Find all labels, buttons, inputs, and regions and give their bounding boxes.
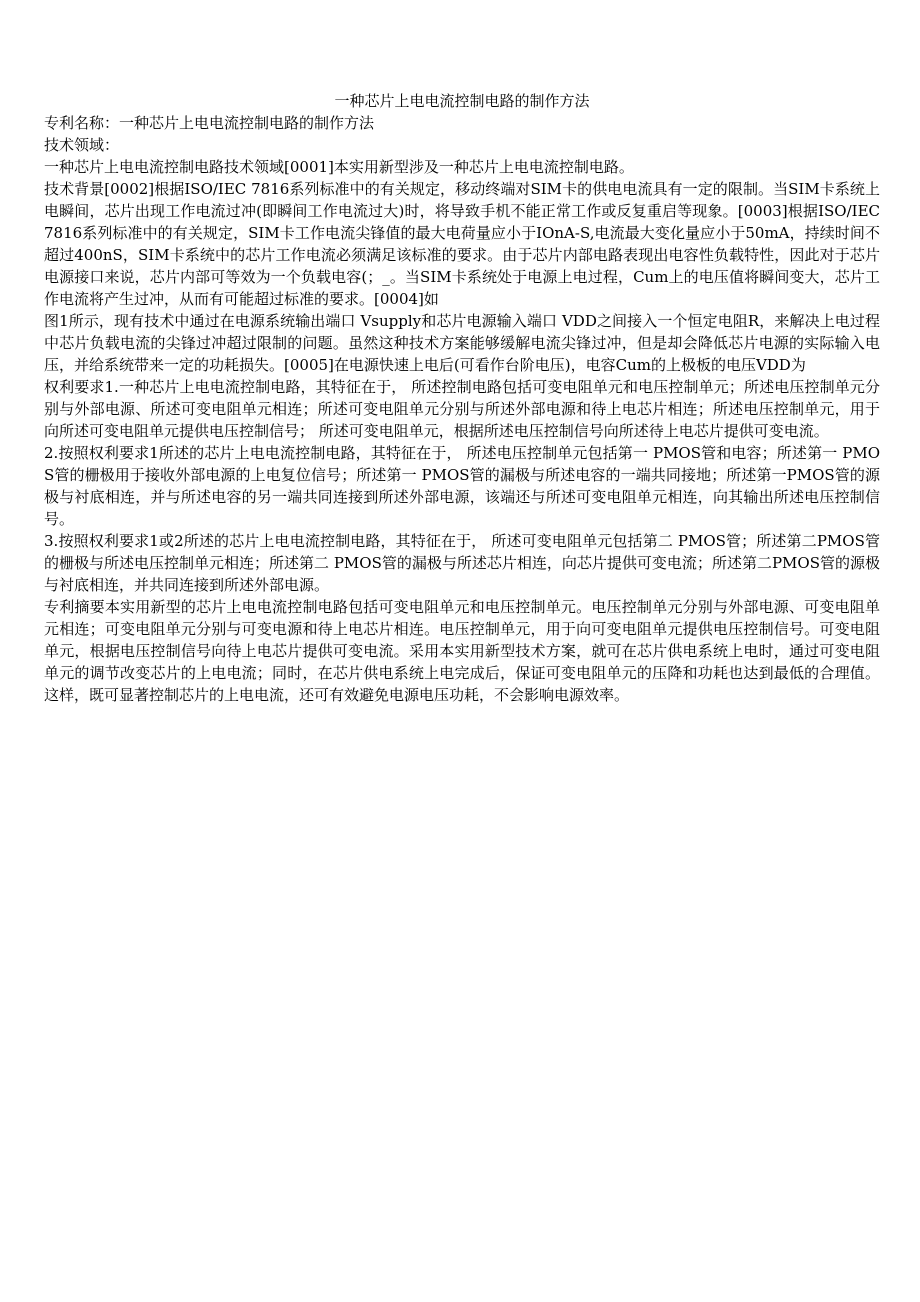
tech-field-label: 技术领域： — [44, 136, 120, 154]
document-page — [44, 90, 880, 706]
claim-3-paragraph: 3.按照权利要求1或2所述的芯片上电电流控制电路，其特征在于， 所述可变电阻单元包括第二 PMOS管；所述第二PMOS管的栅极与所述电压控制单元相连；所述第二 PMOS管的漏极与所述芯片相连，向芯片提供可变电流；所述第二PMOS管的源极与衬底相连，并共同连接到所述外部电源。 — [44, 532, 880, 594]
claim-2-paragraph: 2.按照权利要求1所述的芯片上电电流控制电路，其特征在于， 所述电压控制单元包括第一 PMOS管和电容；所述第一 PMOS管的栅极用于接收外部电源的上电复位信号；所述第一 PMOS管的漏极与所述电容的一端共同接地；所述第一PMOS管的源极与衬底相连，并与所述电容的另一端共同连接到所述外部电源，该端还与所述可变电阻单元相连，向其输出所述电压控制信号。 — [44, 444, 880, 528]
figure-paragraph: 图1所示，现有技术中通过在电源系统输出端口 Vsupply和芯片电源输入端口 VDD之间接入一个恒定电阻R，来解决上电过程中芯片负载电流的尖锋过冲超过限制的问题。虽然这种技术方案能够缓解电流尖锋过冲，但是却会降低芯片电源的实际输入电压，并给系统带来一定的功耗损失。[0005]在电源快速上电后(可看作台阶电压)，电容Cum的上极板的电压VDD为 — [44, 312, 880, 374]
background-paragraph: 技术背景[0002]根据ISO/IEC 7816系列标准中的有关规定，移动终端对SIM卡的供电电流具有一定的限制。当SIM卡系统上电瞬间，芯片出现工作电流过冲(即瞬间工作电流过大)时，将导致手机不能正常工作或反复重启等现象。[0003]根据ISO/IEC 7816系列标准中的有关规定，SIM卡工作电流尖锋值的最大电荷量应小于IOnA-S,电流最大变化量应小于50mA，持续时间不超过400nS，SIM卡系统中的芯片工作电流必须满足该标准的要求。由于芯片内部电路表现出电容性负载特性，因此对于芯片电源接口来说，芯片内部可等效为一个负载电容(；_。当SIM卡系统处于电源上电过程，Cum上的电压值将瞬间变大，芯片工作电流将产生过冲，从而有可能超过标准的要求。[0004]如 — [44, 180, 880, 308]
claim-1-paragraph: 权利要求1.一种芯片上电电流控制电路，其特征在于， 所述控制电路包括可变电阻单元和电压控制单元；所述电压控制单元分别与外部电源、所述可变电阻单元相连；所述可变电阻单元分别与所述外部电源和待上电芯片相连；所述电压控制单元，用于向所述可变电阻单元提供电压控制信号； 所述可变电阻单元，根据所述电压控制信号向所述待上电芯片提供可变电流。 — [44, 378, 880, 440]
abstract-paragraph: 专利摘要本实用新型的芯片上电电流控制电路包括可变电阻单元和电压控制单元。电压控制单元分别与外部电源、可变电阻单元相连；可变电阻单元分别与可变电源和待上电芯片相连。电压控制单元，用于向可变电阻单元提供电压控制信号。可变电阻单元，根据电压控制信号向待上电芯片提供可变电流。采用本实用新型技术方案，就可在芯片供电系统上电时，通过可变电阻单元的调节改变芯片的上电电流；同时，在芯片供电系统上电完成后，保证可变电阻单元的压降和功耗也达到最低的合理值。这样，既可显著控制芯片的上电电流，还可有效避免电源电压功耗，不会影响电源效率。 — [44, 598, 880, 704]
tech-field-text: 一种芯片上电电流控制电路技术领域[0001]本实用新型涉及一种芯片上电电流控制电路。 — [44, 158, 634, 176]
document-title: 一种芯片上电电流控制电路的制作方法 — [334, 92, 590, 110]
patent-name: 专利名称：一种芯片上电电流控制电路的制作方法 — [44, 114, 375, 132]
